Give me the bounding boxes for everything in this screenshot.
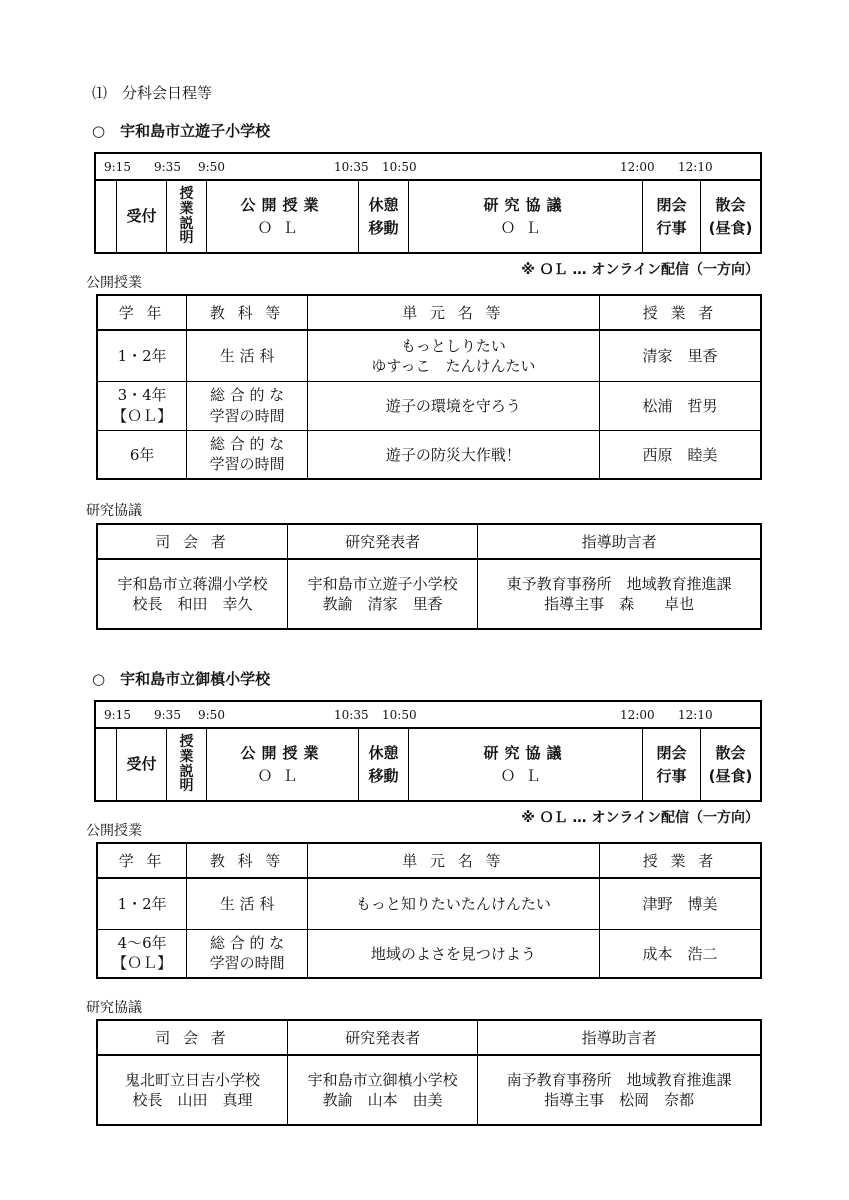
teacher-cell: 松浦 哲男 [599, 381, 761, 430]
unit-cell: 遊子の防災大作戦！ [307, 430, 599, 479]
segment-open-lesson: 公開授業 ＯＬ [206, 181, 358, 252]
grade-cell: 3・4年 【ＯＬ】 [97, 381, 187, 430]
header-teacher: 授 業 者 [599, 295, 761, 330]
teacher-cell: 西原 睦美 [599, 430, 761, 479]
grade-cell: 6年 [97, 430, 187, 479]
open-lesson-label: 公開授業 [86, 275, 142, 291]
header-advisor: 指導助言者 [478, 524, 761, 559]
open-lesson-label: 公開授業 [86, 823, 142, 839]
header-subject: 教 科 等 [187, 843, 308, 878]
presenter-cell: 宇和島市立遊子小学校 教諭 清家 里香 [287, 559, 477, 629]
time-label: 10:35 [334, 160, 369, 174]
time-label: 10:50 [382, 160, 417, 174]
time-label: 9:35 [154, 708, 181, 722]
unit-cell: もっと知りたいたんけんたい [307, 878, 599, 929]
segment-lesson-explain: 授 業 説 明 [166, 729, 206, 800]
chair-cell: 鬼北町立日吉小学校 校長 山田 真理 [97, 1055, 287, 1125]
time-label: 12:00 [620, 708, 655, 722]
ol-note: ※ ＯＬ … オンライン配信（一方向） [521, 262, 759, 278]
table-row [97, 878, 761, 929]
schedule-2 [94, 700, 762, 802]
segment-closing: 閉会 行事 [642, 729, 700, 800]
segment-break: 休憩 移動 [358, 181, 408, 252]
discussion-table-2 [96, 1019, 762, 1126]
header-subject: 教 科 等 [187, 295, 308, 330]
table-row [97, 381, 761, 430]
header-presenter: 研究発表者 [287, 1020, 477, 1055]
grade-cell: 1・2年 [97, 330, 187, 381]
subject-cell: 生 活 科 [187, 330, 308, 381]
schedule-times [96, 154, 760, 181]
teacher-cell: 成本 浩二 [599, 929, 761, 978]
header-unit: 単 元 名 等 [307, 295, 599, 330]
table-row [97, 929, 761, 978]
teacher-cell: 津野 博美 [599, 878, 761, 929]
header-teacher: 授 業 者 [599, 843, 761, 878]
chair-cell: 宇和島市立蒋淵小学校 校長 和田 幸久 [97, 559, 287, 629]
teacher-cell: 清家 里香 [599, 330, 761, 381]
time-label: 10:50 [382, 708, 417, 722]
segment-closing: 閉会 行事 [642, 181, 700, 252]
lesson-table-1 [96, 294, 762, 480]
segment-dismiss: 散会 (昼食) [700, 181, 760, 252]
time-label: 12:10 [678, 708, 713, 722]
schedule-lead-blank [96, 729, 116, 800]
header-chair: 司 会 者 [97, 524, 287, 559]
segment-reception: 受付 [116, 729, 166, 800]
segment-open-lesson: 公開授業 ＯＬ [206, 729, 358, 800]
segment-lesson-explain: 授 業 説 明 [166, 181, 206, 252]
header-presenter: 研究発表者 [287, 524, 477, 559]
header-grade: 学 年 [97, 295, 187, 330]
header-chair: 司 会 者 [97, 1020, 287, 1055]
section-heading: ⑴ 分科会日程等 [92, 84, 213, 102]
unit-cell: 遊子の環境を守ろう [307, 381, 599, 430]
schedule-1 [94, 152, 762, 254]
unit-cell: 地域のよさを見つけよう [307, 929, 599, 978]
header-unit: 単 元 名 等 [307, 843, 599, 878]
unit-cell: もっとしりたい ゆすっこ たんけんたい [307, 330, 599, 381]
segment-dismiss: 散会 (昼食) [700, 729, 760, 800]
table-row [97, 1055, 761, 1125]
subject-cell: 総 合 的 な 学習の時間 [187, 430, 308, 479]
ol-note: ※ ＯＬ … オンライン配信（一方向） [521, 810, 759, 826]
schedule-lead-blank [96, 181, 116, 252]
discussion-label: 研究協議 [86, 503, 142, 519]
time-label: 9:15 [104, 708, 131, 722]
advisor-cell: 東予教育事務所 地域教育推進課 指導主事 森 卓也 [478, 559, 761, 629]
header-grade: 学 年 [97, 843, 187, 878]
subject-cell: 生 活 科 [187, 878, 308, 929]
segment-reception: 受付 [116, 181, 166, 252]
table-row [97, 430, 761, 479]
segment-discussion: 研究協議 ＯＬ [408, 729, 642, 800]
grade-cell: 4～6年 【ＯＬ】 [97, 929, 187, 978]
school-name-1: ○ 宇和島市立遊子小学校 [92, 122, 271, 140]
segment-break: 休憩 移動 [358, 729, 408, 800]
time-label: 9:50 [198, 160, 225, 174]
header-advisor: 指導助言者 [478, 1020, 761, 1055]
time-label: 9:35 [154, 160, 181, 174]
subject-cell: 総 合 的 な 学習の時間 [187, 381, 308, 430]
discussion-label: 研究協議 [86, 1000, 142, 1016]
discussion-table-1 [96, 523, 762, 630]
time-label: 12:00 [620, 160, 655, 174]
time-label: 10:35 [334, 708, 369, 722]
table-row [97, 330, 761, 381]
lesson-table-2 [96, 842, 762, 979]
table-row [97, 559, 761, 629]
schedule-times [96, 702, 760, 729]
advisor-cell: 南予教育事務所 地域教育推進課 指導主事 松岡 奈都 [478, 1055, 761, 1125]
time-label: 9:15 [104, 160, 131, 174]
segment-discussion: 研究協議 ＯＬ [408, 181, 642, 252]
time-label: 9:50 [198, 708, 225, 722]
presenter-cell: 宇和島市立御槙小学校 教諭 山本 由美 [287, 1055, 477, 1125]
subject-cell: 総 合 的 な 学習の時間 [187, 929, 308, 978]
grade-cell: 1・2年 [97, 878, 187, 929]
school-name-2: ○ 宇和島市立御槙小学校 [92, 670, 271, 688]
time-label: 12:10 [678, 160, 713, 174]
